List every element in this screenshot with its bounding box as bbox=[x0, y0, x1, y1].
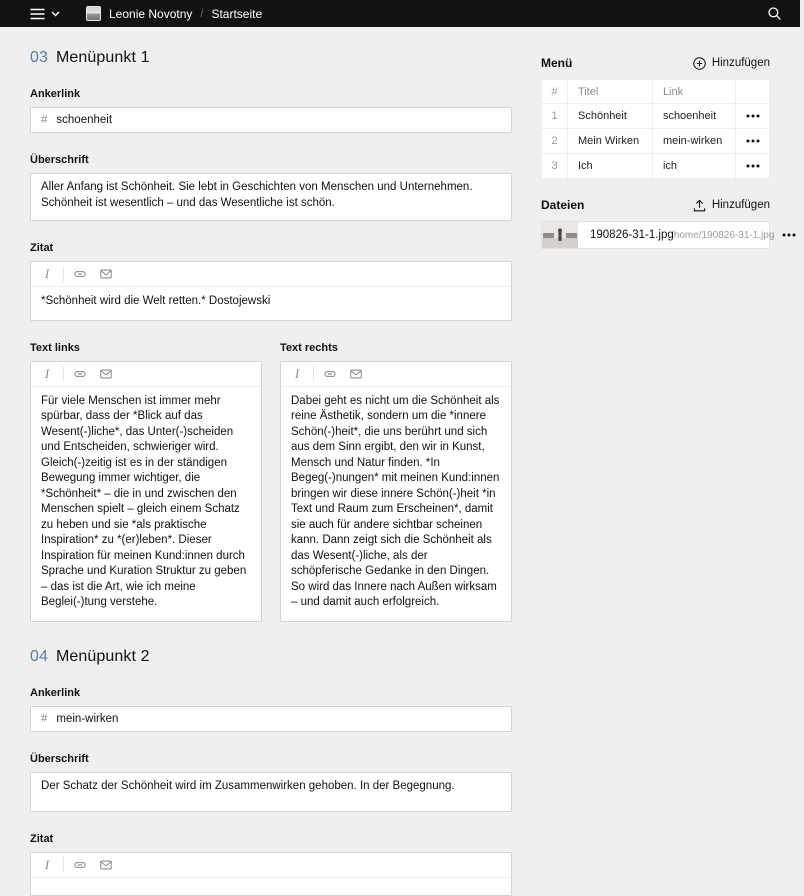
field-label: Überschrift bbox=[30, 154, 89, 166]
row-link: ich bbox=[652, 154, 735, 179]
ankerlink-input-wrap bbox=[30, 107, 512, 133]
field-label: Ankerlink bbox=[30, 686, 81, 699]
main-menu-button[interactable] bbox=[30, 8, 60, 20]
file-thumbnail bbox=[542, 222, 578, 248]
ankerlink-input-03[interactable] bbox=[56, 114, 501, 126]
toolbar-divider bbox=[63, 366, 64, 381]
options-icon bbox=[746, 139, 760, 143]
toolbar-divider bbox=[63, 857, 64, 872]
hash-prefix: # bbox=[41, 114, 48, 126]
site-avatar bbox=[86, 6, 101, 21]
files-section-header bbox=[541, 198, 770, 212]
link-icon bbox=[73, 267, 87, 281]
breadcrumb-site[interactable]: Leonie Novotny bbox=[109, 6, 193, 21]
field-ueberschrift-04 bbox=[30, 753, 512, 812]
row-link: mein-wirken bbox=[652, 129, 735, 154]
field-text-links bbox=[30, 342, 262, 622]
toolbar-divider bbox=[63, 267, 64, 282]
column-header-options bbox=[736, 80, 770, 104]
column-header-link: Link bbox=[652, 80, 735, 104]
file-options-button[interactable] bbox=[774, 222, 804, 248]
options-icon bbox=[746, 164, 760, 168]
link-button[interactable] bbox=[67, 362, 93, 386]
row-options-button[interactable] bbox=[736, 129, 769, 153]
file-path: home/190826-31-1.jpg bbox=[673, 229, 775, 241]
text-rechts-content[interactable]: Dabei geht es nicht um die Schönheit als reine Ästhetik, sondern um die *innere Schön(-)heit*, die uns berührt und sich aus dem Sinn ergibt, den wir in Kunst, Mensch und Natur finden. *In Begeg(-)nungen* mit meinen Kund:innen bringen wir diese innere Schön(-)heit *in Text und Raum zum Erscheinen*, damit sie auch für andere sichtbar scheinen kann. Dann zeigt sich die Schönheit als das Wesent(-)liche, als der schöpferische Gedanke in den Dingen. So wird das Innere nach Außen wirksam – und damit auch erfolgreich. bbox=[291, 394, 500, 608]
editor-toolbar bbox=[281, 362, 511, 387]
section-number: 04 bbox=[30, 647, 48, 665]
row-number: 3 bbox=[542, 154, 568, 179]
italic-icon: I bbox=[44, 365, 50, 381]
email-icon bbox=[99, 267, 113, 281]
email-button[interactable] bbox=[93, 262, 119, 286]
link-icon bbox=[73, 858, 87, 872]
section-title-text: Menüpunkt 2 bbox=[56, 647, 150, 665]
editor-toolbar bbox=[31, 362, 261, 387]
menu-section bbox=[541, 56, 770, 179]
text-rechts-editor bbox=[280, 361, 512, 622]
field-ueberschrift-03 bbox=[30, 154, 512, 221]
search-icon bbox=[767, 6, 782, 21]
field-ankerlink-03 bbox=[30, 88, 512, 133]
options-icon bbox=[746, 114, 760, 118]
zitat-content-03[interactable]: *Schönheit wird die Welt retten.* Dostojewski bbox=[41, 295, 271, 307]
menu-table-row[interactable] bbox=[542, 104, 770, 129]
menu-table-header-row bbox=[542, 80, 770, 104]
chevron-down-icon bbox=[51, 11, 60, 17]
row-titel: Ich bbox=[568, 154, 653, 179]
italic-button[interactable] bbox=[34, 853, 60, 877]
menu-table bbox=[541, 79, 770, 179]
italic-button[interactable] bbox=[34, 362, 60, 386]
row-titel: Mein Wirken bbox=[568, 129, 653, 154]
menu-add-label: Hinzufügen bbox=[711, 57, 770, 69]
field-label: Text links bbox=[30, 341, 80, 354]
editor-toolbar bbox=[31, 853, 511, 878]
sidebar bbox=[541, 27, 775, 249]
column-header-titel: Titel bbox=[568, 80, 653, 104]
ankerlink-input-wrap bbox=[30, 706, 512, 732]
row-number: 2 bbox=[542, 129, 568, 154]
link-button[interactable] bbox=[67, 262, 93, 286]
link-button[interactable] bbox=[317, 362, 343, 386]
row-link: schoenheit bbox=[652, 104, 735, 129]
field-label: Zitat bbox=[30, 832, 54, 845]
file-name-link[interactable]: 190826-31-1.jpg bbox=[590, 229, 674, 241]
page-layout bbox=[0, 27, 800, 896]
zitat-editor-04 bbox=[30, 852, 512, 896]
file-list-item[interactable] bbox=[541, 221, 775, 249]
field-zitat-04 bbox=[30, 833, 512, 896]
section-number: 03 bbox=[30, 49, 48, 66]
field-zitat-03 bbox=[30, 242, 512, 321]
ueberschrift-textarea-04[interactable]: Der Schatz der Schönheit wird im Zusammenwirken gehoben. In der Begegnung. bbox=[30, 772, 512, 812]
row-options-button[interactable] bbox=[736, 154, 769, 178]
section-heading-03 bbox=[30, 49, 512, 67]
menu-section-title: Menü bbox=[541, 56, 573, 70]
italic-button[interactable] bbox=[284, 362, 310, 386]
text-columns-03 bbox=[30, 342, 512, 622]
link-icon bbox=[323, 367, 337, 381]
toolbar-divider bbox=[313, 366, 314, 381]
search-button[interactable] bbox=[765, 4, 784, 23]
options-icon bbox=[782, 233, 796, 237]
editor-toolbar bbox=[31, 262, 511, 287]
field-label: Zitat bbox=[30, 242, 54, 254]
zitat-editor-03 bbox=[30, 261, 512, 321]
email-button[interactable] bbox=[93, 362, 119, 386]
files-section bbox=[541, 198, 775, 249]
italic-icon: I bbox=[294, 365, 300, 381]
link-icon bbox=[73, 367, 87, 381]
section-heading-04 bbox=[30, 648, 512, 666]
breadcrumb bbox=[86, 6, 262, 21]
files-add-button[interactable] bbox=[693, 199, 770, 212]
ueberschrift-textarea-03[interactable]: Aller Anfang ist Schönheit. Sie lebt in Geschichten von Menschen und Unternehmen. Schönheit ist wesentlich – und das Wesentliche ist schön. bbox=[30, 173, 512, 221]
field-text-rechts bbox=[280, 342, 512, 622]
menu-table-row[interactable] bbox=[542, 154, 770, 179]
row-options-button[interactable] bbox=[736, 104, 769, 128]
plus-circle-icon bbox=[693, 57, 706, 70]
text-links-editor bbox=[30, 361, 262, 622]
breadcrumb-separator: / bbox=[200, 7, 204, 20]
italic-icon: I bbox=[44, 266, 50, 281]
row-number: 1 bbox=[542, 104, 568, 129]
field-label: Text rechts bbox=[280, 341, 338, 354]
upload-icon bbox=[693, 199, 706, 212]
column-header-num: # bbox=[542, 80, 568, 104]
topbar bbox=[0, 0, 800, 27]
section-title-text: Menüpunkt 1 bbox=[56, 49, 150, 66]
field-label: Ankerlink bbox=[30, 88, 81, 100]
main-column bbox=[30, 27, 512, 896]
text-links-content[interactable]: Für viele Menschen ist immer mehr spürbar, dass der *Blick auf das Wesent(-)liche*, das Unter(-)scheiden und Entscheiden, schwieriger wird. Gleich(-)zeitig ist es in der ständigen Bewegung immer wichtiger, die *Schönheit* – die in und zwischen den Menschen spielt – gleich einem Schatz zu heben und sie *als praktische Inspiration* zu *(er)leben*. Dieser Inspiration für meinen Kund:innen durch Sprache und Kuration Struktur zu geben – das ist die Art, wie ich meine Beglei(-)tung verstehe. bbox=[41, 394, 247, 608]
email-icon bbox=[349, 367, 363, 381]
menu-add-button[interactable] bbox=[693, 57, 770, 70]
link-button[interactable] bbox=[67, 853, 93, 877]
field-ankerlink-04 bbox=[30, 687, 512, 732]
files-section-title: Dateien bbox=[541, 198, 585, 212]
menu-table-row[interactable] bbox=[542, 129, 770, 154]
field-label: Überschrift bbox=[30, 752, 89, 765]
email-button[interactable] bbox=[343, 362, 369, 386]
email-button[interactable] bbox=[93, 853, 119, 877]
menu-section-header bbox=[541, 56, 770, 70]
breadcrumb-page[interactable]: Startseite bbox=[211, 6, 263, 21]
email-icon bbox=[99, 367, 113, 381]
hash-prefix: # bbox=[41, 712, 48, 725]
hamburger-icon bbox=[30, 8, 45, 20]
ankerlink-input-04[interactable] bbox=[56, 713, 501, 725]
email-icon bbox=[99, 858, 113, 872]
italic-button[interactable] bbox=[34, 262, 60, 286]
zitat-content-04[interactable] bbox=[31, 878, 511, 895]
files-add-label: Hinzufügen bbox=[711, 199, 770, 211]
row-titel: Schönheit bbox=[568, 104, 653, 129]
italic-icon: I bbox=[44, 856, 50, 872]
